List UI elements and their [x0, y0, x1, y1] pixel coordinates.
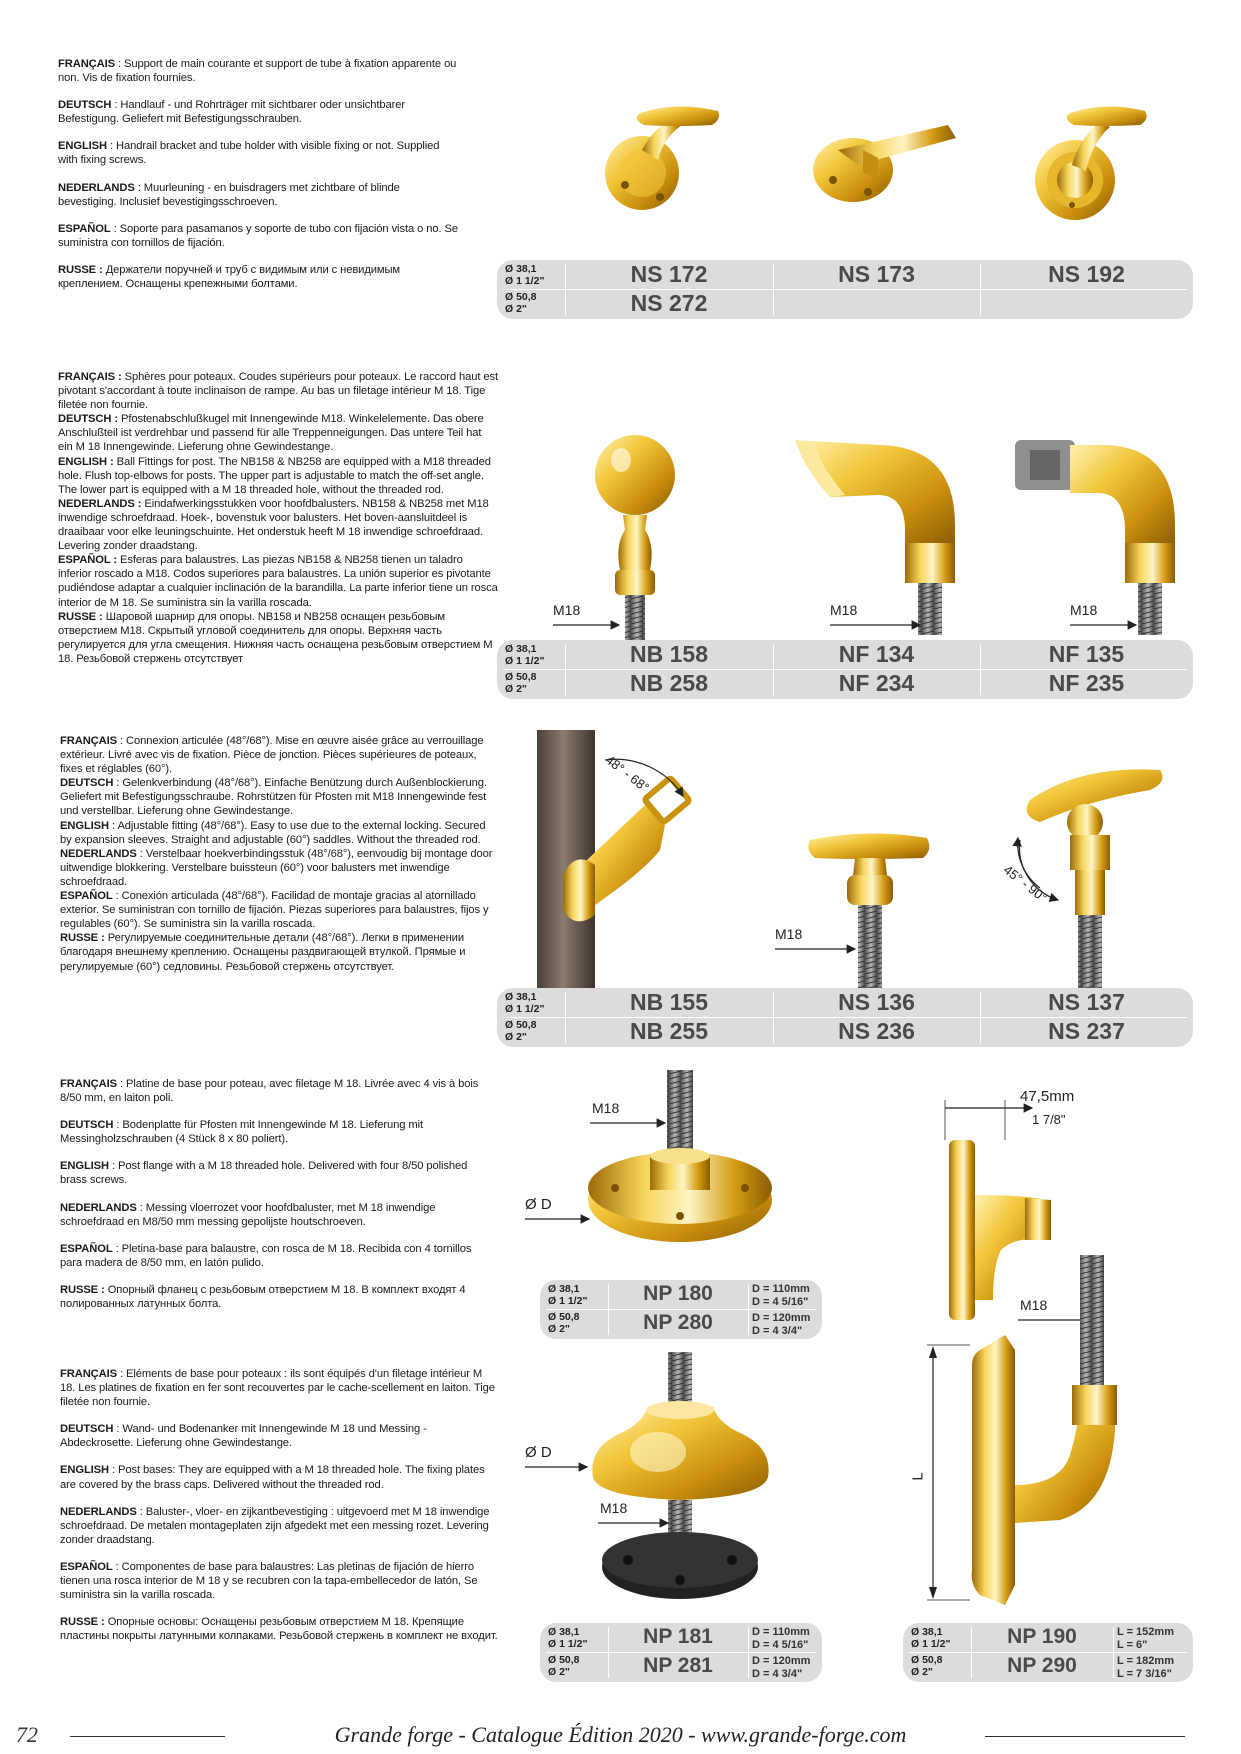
spec-np190: L = 152mm L = 6" [1117, 1626, 1174, 1651]
diameter-row1: Ø 38,1 Ø 1 1/2" [548, 1626, 588, 1650]
code-ns136: NS 136 [838, 989, 915, 1015]
dimension-line-top [940, 1100, 1040, 1140]
diameter-row1: Ø 38,1 Ø 1 1/2" [505, 991, 545, 1015]
diameter-row1: Ø 38,1 Ø 1 1/2" [505, 643, 545, 667]
spec-np180: D = 110mm D = 4 5/16" [752, 1283, 810, 1308]
ns173-bracket-image [808, 120, 958, 220]
m18-label-nf134: M18 [830, 602, 858, 618]
arrow-nf134 [830, 620, 925, 630]
ns136-saddle-image [805, 830, 935, 990]
code-ns172: NS 172 [630, 261, 708, 287]
diameter-row1: Ø 38,1 Ø 1 1/2" [911, 1626, 951, 1650]
code-nb258: NB 258 [630, 670, 708, 696]
diameter-label-np180: Ø D [525, 1196, 552, 1213]
spec-np290: L = 182mm L = 7 3/16" [1117, 1655, 1174, 1680]
diameter-row2: Ø 50,8 Ø 2" [505, 291, 537, 315]
code-nf135: NF 135 [1048, 641, 1125, 667]
diameter-row2: Ø 50,8 Ø 2" [505, 1019, 537, 1043]
ns137-adjustable-image [1010, 760, 1170, 990]
ns172-bracket-image [600, 105, 730, 215]
np190-bracket-image [960, 1255, 1135, 1610]
section5-table [540, 1623, 822, 1682]
m18-label-np181: M18 [600, 1500, 628, 1516]
code-np290: NP 290 [1007, 1654, 1077, 1677]
diameter-row1: Ø 38,1 Ø 1 1/2" [548, 1283, 588, 1307]
code-nb255: NB 255 [630, 1018, 708, 1044]
np181-post-base-image [588, 1352, 773, 1602]
section6-table [903, 1623, 1193, 1682]
m18-label-ns136: M18 [775, 926, 803, 942]
code-np190: NP 190 [1007, 1625, 1077, 1648]
angle-label-45-90: 45° - 90° [1000, 862, 1051, 906]
code-nf235: NF 235 [1048, 670, 1125, 696]
spec-np280: D = 120mm D = 4 3/4" [752, 1312, 811, 1337]
nb158-ball-image [595, 430, 675, 640]
diameter-row2: Ø 50,8 Ø 2" [911, 1654, 943, 1678]
section3-table [497, 988, 1193, 1047]
code-np280: NP 280 [643, 1311, 713, 1334]
footer-text: Grande forge - Catalogue Édition 2020 - www.grande-forge.com [334, 1722, 907, 1747]
arrow-np180-d [525, 1214, 595, 1224]
code-ns272: NS 272 [630, 290, 708, 316]
code-ns137: NS 137 [1048, 989, 1125, 1015]
diameter-label-np181: Ø D [525, 1444, 552, 1461]
diameter-row2: Ø 50,8 Ø 2" [548, 1654, 580, 1678]
section1-text: FRANÇAIS : Support de main courante et support de tube à fixation apparente ou non. Vis de fixation fournies. DEUTSCH : Handlauf - und Rohrträger mit sichtbarer oder unsichtbarer Befestigung. Geliefert mit Befestigungsschrauben. ENGLISH : Handrail bracket and tube holder with visible fixing or not. Supplied with fixing screws. NEDERLANDS : Muurleuning - en buisdragers met zichtbare of blinde bevestiging. Inclusief bevestigingsschroeven. ESPAÑOL : Soporte para pasamanos y soporte de tubo con fijación vista o no. Se suministra con tornillos de fijación. RUSSE : Держатели поручней и труб с видимым или с невидимым креплением. Оснащены крепежными болтами. [58, 58, 458, 291]
section2-text: FRANÇAIS : Sphères pour poteaux. Coudes supérieurs pour poteaux. Le raccord haut est pivotant s'accordant à toute inclinaison de rampe. Au bas un filetage intérieur M 18. Tige filetée non fournie. DEUTSCH : Pfostenabschlußkugel mit Innengewinde M18. Winkelelemente. Das obere Anschlußteil ist verdrehbar und passend für alle Treppenneigungen. Das untere Teil hat ein M 18 Innengewinde. Lieferung ohne Gewindestange. ENGLISH : Ball Fittings for post. The NB158 & NB258 are equipped with a M18 threaded hole. Flush top-elbows for posts. The upper part is adjustable to match the off-set angle. The lower part is equipped with a M 18 threaded hole, without the threaded rod. NEDERLANDS : Eindafwerkingsstukken voor hoofdbalusters. NB158 & NB258 met M18 inwendige schroefdraad. Hoek-, bovenstuk voor balusters. Het boven-aansluitdeel is draaibaar voor elke leuningschuinte. Het onderstuk heeft M 18 inwendige schroefdraad. Levering zonder draadstang. ESPAÑOL : Esferas para balaustres. Las piezas NB158 & NB258 tienen un taladro inferior roscado a M18. Codos superiores para balaustres. La unión superior es pivotante pudiéndose adaptar a cualquier inclinación de la barandilla. La parte inferior tiene un rosca interior de M 18. Se suministra sin la varilla roscada. RUSSE : Шаровой шарнир для опоры. NB158 и NB258 оснащен резьбовым отверстием M18. Скрытый угловой соединитель для опоры. Верхняя часть регулируется для угла смещения. Нижняя часть оснащена резьбовым отверстием M 18. Резьбовой стержень отсутствует [58, 371, 498, 665]
m18-label-nf135: M18 [1070, 602, 1098, 618]
code-ns236: NS 236 [838, 1018, 915, 1044]
arrow-np181-m18 [598, 1518, 673, 1528]
code-np181: NP 181 [643, 1625, 713, 1648]
code-nf134: NF 134 [838, 641, 915, 667]
dimension-label-in: 1 7/8" [1032, 1112, 1066, 1127]
arrow-np180-m18 [590, 1118, 670, 1128]
diameter-row2: Ø 50,8 Ø 2" [548, 1311, 580, 1335]
code-nb158: NB 158 [630, 641, 708, 667]
page-number: 72 [16, 1722, 38, 1747]
arrow-nf135 [1070, 620, 1140, 630]
arrow-nb158 [553, 620, 623, 630]
page-footer [0, 1722, 1241, 1752]
length-label: L [909, 1472, 927, 1481]
code-ns237: NS 237 [1048, 1018, 1125, 1044]
angle-label-48-68: 48° - 68° [602, 752, 653, 796]
code-ns192: NS 192 [1048, 261, 1125, 287]
footer-rule-right [985, 1736, 1185, 1737]
nf134-elbow-image [790, 435, 960, 635]
diameter-row2: Ø 50,8 Ø 2" [505, 671, 537, 695]
diameter-row1: Ø 38,1 Ø 1 1/2" [505, 263, 545, 287]
code-nb155: NB 155 [630, 989, 708, 1015]
ns192-bracket-image [1030, 105, 1160, 235]
code-np281: NP 281 [643, 1654, 713, 1677]
m18-label-nb158: M18 [553, 602, 581, 618]
code-ns173: NS 173 [838, 261, 915, 287]
dimension-label-mm: 47,5mm [1020, 1088, 1075, 1105]
section2-table [497, 640, 1193, 699]
m18-label-np190: M18 [1020, 1297, 1048, 1313]
m18-label-np180: M18 [592, 1100, 620, 1116]
code-np180: NP 180 [643, 1282, 713, 1305]
section4-text: FRANÇAIS : Platine de base pour poteau, avec filetage M 18. Livrée avec 4 vis à bois 8/50 mm, en laiton poli. DEUTSCH : Bodenplatte für Pfosten mit Innengewinde M 18. Lieferung mit Messingholzschrauben (4 Stück 8 x 80 poliert). ENGLISH : Post flange with a M 18 threaded hole. Delivered with four 8/50 polished brass screws. NEDERLANDS : Messing vloerrozet voor hoofdbaluster, met M 18 inwendige schroefdraad en M8/50 mm messing gepolijste houtschroeven. ESPAÑOL : Pletina-base para balaustre, con rosca de M 18. Recibida con 4 tornillos para madera de 8/50 mm, en latón pulido. RUSSE : Опорный фланец с резьбовым отверстием M 18. В комплект входят 4 полированных латунных болта. [60, 1078, 479, 1311]
section5-text: FRANÇAIS : Eléments de base pour poteaux : ils sont équipés d'un filetage intérieur M 18. Les platines de fixation en fer sont recouvertes par le cache-scellement en laiton. Tige filetée non fournie. DEUTSCH : Wand- und Bodenanker mit Innengewinde M 18 und Messing - Abdeckrosette. Lieferung ohne Gewindestange. ENGLISH : Post bases: They are equipped with a M 18 threaded hole. The fixing plates are covered by the brass caps. Delivered without the threaded rod. NEDERLANDS : Baluster-, vloer- en zijkantbevestiging : uitgevoerd met M 18 inwendige schroefdraad. De metalen montageplaten zijn afgedekt met een messing rozet. Levering zonder draadstang. ESPAÑOL : Componentes de base para balaustres: Las pletinas de fijación de hierro tienen una rosca interior de M 18 y se recubren con la tapa-embellecedor de latón, Se suministra sin la varilla roscada. RUSSE : Опорные основы: Оснащены резьбовым отверстием M 18. Крепящие пластины покрыты латунными колпаками. Резьбовой стержень в комплект не входит. [60, 1368, 498, 1643]
section3-text: FRANÇAIS : Connexion articulée (48°/68°). Mise en œuvre aisée grâce au verrouillage extérieur. Livré avec vis de fixation. Pièce de jonction. Pièces supérieures de poteaux, fixes et réglables (60°). DEUTSCH : Gelenkverbindung (48°/68°). Einfache Benützung durch Außenblockierung. Geliefert mit Befestigungsschraube. Rohrstützen für Pfosten mit M18 Innengewinde fest und verstellbar. Lieferung ohne Gewindestange. ENGLISH : Adjustable fitting (48°/68°). Easy to use due to the external locking. Secured by expansion sleeves. Straight and adjustable (60°) saddles. Without the threaded rod. NEDERLANDS : Verstelbaar hoekverbindingsstuk (48°/68°), eenvoudig bij montage door uitwendige blokkering. Verstelbare buissteun (60°) voor balusters met inwendige schroefdraad. ESPAÑOL : Conexión articulada (48°/68°). Facilidad de montaje gracias al atornillado exterior. Se suministran con tornillo de fijación. Piezas superiores para balaustres, fijos y regulables (60°). Se suministra sin la varilla roscada. RUSSE : Регулируемые соединительные детали (48°/68°). Легки в применении благодаря внешнему креплению. Оснащены раздвигающей втулкой. Прямые и регулируемые (60°) седловины. Резьбовой стержень отсутствует. [60, 735, 493, 973]
arrow-ns136 [775, 944, 860, 954]
section1-table [497, 260, 1193, 319]
arrow-np181-d [525, 1462, 593, 1472]
section4-table [540, 1280, 822, 1339]
spec-np281: D = 120mm D = 4 3/4" [752, 1655, 811, 1680]
spec-np181: D = 110mm D = 4 5/16" [752, 1626, 810, 1651]
np180-flange-image [585, 1070, 775, 1250]
code-nf234: NF 234 [838, 670, 915, 696]
